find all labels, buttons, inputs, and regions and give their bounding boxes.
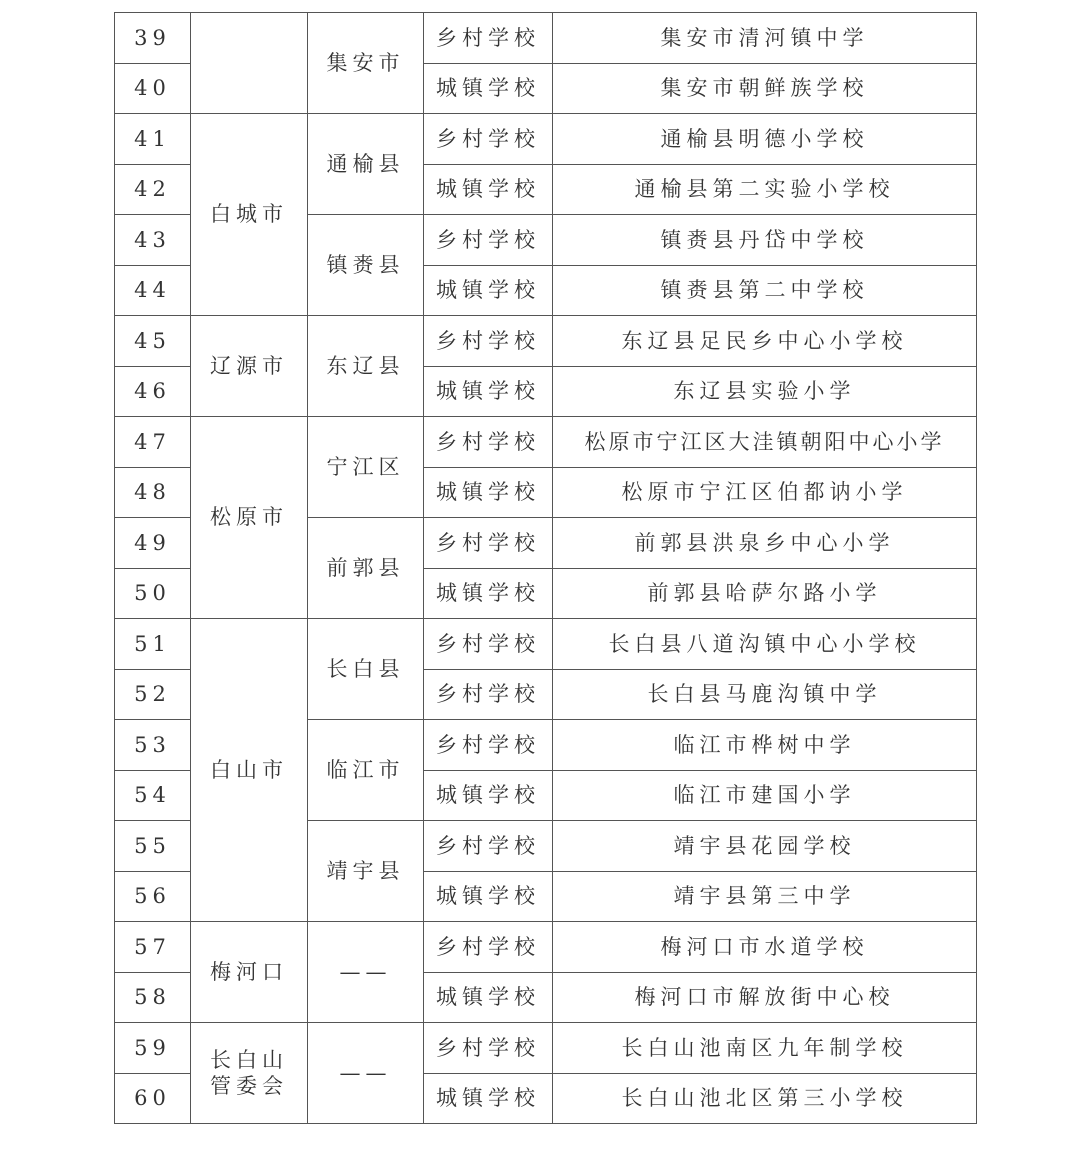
row-number: 49 bbox=[115, 518, 191, 569]
school-name-cell: 集安市朝鲜族学校 bbox=[553, 63, 977, 114]
city-cell bbox=[191, 1023, 308, 1124]
row-number: 39 bbox=[115, 13, 191, 64]
school-name-cell: 梅河口市水道学校 bbox=[553, 922, 977, 973]
school-type-cell: 乡村学校 bbox=[424, 518, 553, 569]
school-type-cell: 乡村学校 bbox=[424, 669, 553, 720]
school-name-cell: 长白县八道沟镇中心小学校 bbox=[553, 619, 977, 670]
row-number: 48 bbox=[115, 467, 191, 518]
table-row bbox=[115, 417, 977, 468]
table-row bbox=[115, 922, 977, 973]
table-row bbox=[115, 316, 977, 367]
county-cell: 通榆县 bbox=[308, 114, 424, 215]
school-name-cell: 前郭县洪泉乡中心小学 bbox=[553, 518, 977, 569]
row-number: 40 bbox=[115, 63, 191, 114]
school-type-cell: 城镇学校 bbox=[424, 770, 553, 821]
table-row bbox=[115, 114, 977, 165]
school-type-cell: 乡村学校 bbox=[424, 316, 553, 367]
row-number: 52 bbox=[115, 669, 191, 720]
row-number: 47 bbox=[115, 417, 191, 468]
school-type-cell: 乡村学校 bbox=[424, 619, 553, 670]
school-type-cell: 城镇学校 bbox=[424, 1073, 553, 1124]
school-type-cell: 乡村学校 bbox=[424, 821, 553, 872]
row-number: 59 bbox=[115, 1023, 191, 1074]
city-cell: 松原市 bbox=[191, 417, 308, 619]
county-cell-dash: —— bbox=[308, 922, 424, 1023]
school-name-cell: 梅河口市解放街中心校 bbox=[553, 972, 977, 1023]
school-name-cell: 镇赉县丹岱中学校 bbox=[553, 215, 977, 266]
school-type-cell: 乡村学校 bbox=[424, 720, 553, 771]
row-number: 45 bbox=[115, 316, 191, 367]
school-type-cell: 城镇学校 bbox=[424, 568, 553, 619]
city-cell: 白山市 bbox=[191, 619, 308, 922]
school-type-cell: 乡村学校 bbox=[424, 1023, 553, 1074]
school-type-cell: 乡村学校 bbox=[424, 13, 553, 64]
county-cell: 宁江区 bbox=[308, 417, 424, 518]
county-cell: 镇赉县 bbox=[308, 215, 424, 316]
row-number: 55 bbox=[115, 821, 191, 872]
table-row bbox=[115, 13, 977, 64]
city-cell: 白城市 bbox=[191, 114, 308, 316]
school-name-cell: 靖宇县花园学校 bbox=[553, 821, 977, 872]
row-number: 44 bbox=[115, 265, 191, 316]
school-name-cell: 前郭县哈萨尔路小学 bbox=[553, 568, 977, 619]
school-type-cell: 乡村学校 bbox=[424, 215, 553, 266]
city-name-line2: 管委会 bbox=[210, 1074, 288, 1098]
school-list-table bbox=[114, 12, 977, 1124]
county-cell: 集安市 bbox=[308, 13, 424, 114]
row-number: 53 bbox=[115, 720, 191, 771]
school-type-cell: 城镇学校 bbox=[424, 972, 553, 1023]
row-number: 46 bbox=[115, 366, 191, 417]
school-name-cell: 临江市桦树中学 bbox=[553, 720, 977, 771]
school-type-cell: 乡村学校 bbox=[424, 417, 553, 468]
school-name-cell: 临江市建国小学 bbox=[553, 770, 977, 821]
school-name-cell: 松原市宁江区大洼镇朝阳中心小学 bbox=[553, 417, 977, 468]
row-number: 58 bbox=[115, 972, 191, 1023]
school-name-cell: 东辽县足民乡中心小学校 bbox=[553, 316, 977, 367]
school-name-cell: 长白县马鹿沟镇中学 bbox=[553, 669, 977, 720]
school-type-cell: 城镇学校 bbox=[424, 871, 553, 922]
row-number: 51 bbox=[115, 619, 191, 670]
school-name-cell: 松原市宁江区伯都讷小学 bbox=[553, 467, 977, 518]
school-name-cell: 长白山池北区第三小学校 bbox=[553, 1073, 977, 1124]
row-number: 41 bbox=[115, 114, 191, 165]
school-name-cell: 集安市清河镇中学 bbox=[553, 13, 977, 64]
row-number: 60 bbox=[115, 1073, 191, 1124]
table-row bbox=[115, 619, 977, 670]
county-cell: 临江市 bbox=[308, 720, 424, 821]
table-row bbox=[115, 1023, 977, 1074]
school-type-cell: 城镇学校 bbox=[424, 265, 553, 316]
school-type-cell: 城镇学校 bbox=[424, 164, 553, 215]
school-type-cell: 城镇学校 bbox=[424, 63, 553, 114]
city-cell: 辽源市 bbox=[191, 316, 308, 417]
school-name-cell: 通榆县明德小学校 bbox=[553, 114, 977, 165]
school-type-cell: 城镇学校 bbox=[424, 366, 553, 417]
county-cell-dash: —— bbox=[308, 1023, 424, 1124]
county-cell: 靖宇县 bbox=[308, 821, 424, 922]
school-type-cell: 城镇学校 bbox=[424, 467, 553, 518]
row-number: 57 bbox=[115, 922, 191, 973]
row-number: 56 bbox=[115, 871, 191, 922]
city-cell-empty bbox=[191, 13, 308, 114]
school-name-cell: 长白山池南区九年制学校 bbox=[553, 1023, 977, 1074]
school-name-cell: 东辽县实验小学 bbox=[553, 366, 977, 417]
row-number: 54 bbox=[115, 770, 191, 821]
row-number: 50 bbox=[115, 568, 191, 619]
row-number: 43 bbox=[115, 215, 191, 266]
school-name-cell: 通榆县第二实验小学校 bbox=[553, 164, 977, 215]
school-type-cell: 乡村学校 bbox=[424, 922, 553, 973]
county-cell: 前郭县 bbox=[308, 518, 424, 619]
county-cell: 东辽县 bbox=[308, 316, 424, 417]
city-cell: 梅河口 bbox=[191, 922, 308, 1023]
school-type-cell: 乡村学校 bbox=[424, 114, 553, 165]
school-name-cell: 靖宇县第三中学 bbox=[553, 871, 977, 922]
city-name-line1: 长白山 bbox=[210, 1047, 288, 1072]
school-name-cell: 镇赉县第二中学校 bbox=[553, 265, 977, 316]
county-cell: 长白县 bbox=[308, 619, 424, 720]
row-number: 42 bbox=[115, 164, 191, 215]
